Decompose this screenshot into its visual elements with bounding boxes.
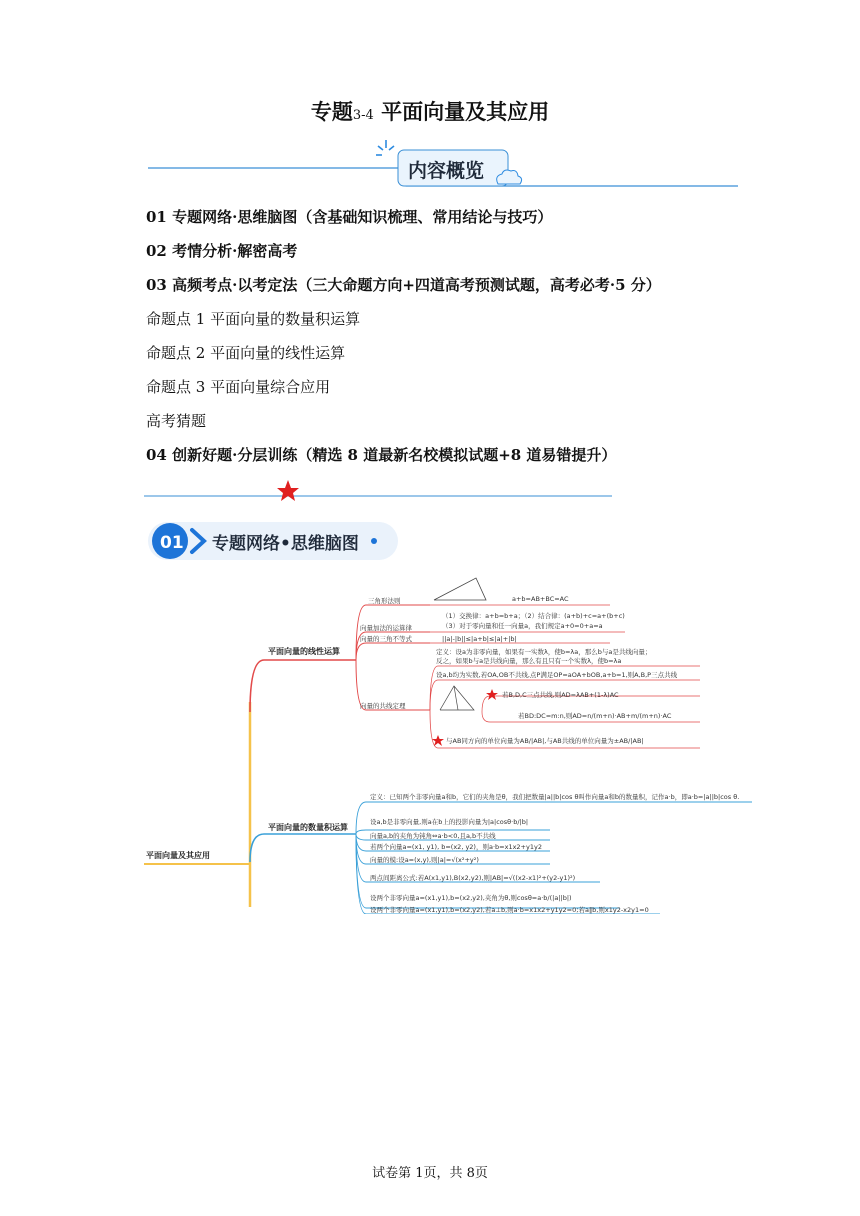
dot-obtuse: 向量a,b的夹角为钝角⇔a·b<0,且a,b不共线 (370, 832, 496, 840)
toc-item-01: 01 专题网络·思维脑图（含基础知识梳理、常用结论与技巧） (146, 208, 553, 226)
overview-header (140, 138, 740, 190)
triangle-formula: a+b=AB+BC=AC (512, 595, 569, 603)
node-addition-laws: 向量加法的运算律 (360, 624, 412, 632)
collinear-triangle-diagram (440, 686, 474, 710)
page-footer: 试卷第 1页，共 8页 (372, 1166, 488, 1181)
toc-item-topic-2: 命题点 2 平面向量的线性运算 (146, 344, 346, 362)
node-triangle-rule: 三角形法则 (368, 597, 401, 605)
overview-label: 内容概览 (408, 160, 485, 182)
laws-line-2: （3）对于零向量和任一向量a，我们规定a+0=0+a=a (442, 622, 603, 630)
toc-item-02: 02 考情分析·解密高考 (146, 242, 298, 260)
toc-item-03: 03 高频考点·以考定法（三大命题方向+四道高考预测试题，高考必考·5 分） (146, 276, 661, 294)
section-badge (148, 518, 408, 564)
laws-line-1: （1）交换律：a+b=b+a；（2）结合律：(a+b)+c=a+(b+c) (442, 612, 625, 620)
branch-dot-product: 平面向量的数量积运算 (268, 823, 348, 832)
triangle-diagram (434, 578, 486, 600)
dot-angle: 设两个非零向量a=(x1,y1),b=(x2,y2),夹角为θ,则cosθ=a·b/(|a||b|) (370, 894, 572, 902)
inequality-formula: ||a|-|b||≤|a+b|≤|a|+|b| (442, 635, 517, 643)
branch-linear: 平面向量的线性运算 (268, 647, 340, 656)
node-triangle-inequality: 向量的三角不等式 (360, 635, 412, 643)
dot-magnitude: 向量的模:设a=(x,y),则|a|=√(x²+y²) (370, 856, 479, 864)
star-icon (486, 689, 498, 700)
toc-item-04: 04 创新好题·分层训练（精选 8 道最新名校模拟试题+8 道易错提升） (146, 446, 617, 464)
star-icon (277, 480, 299, 501)
collinear-three-points: 设a,b均为实数,若OA,OB不共线,点P满足OP=aOA+bOB,a+b=1,则A,B,P三点共线 (436, 671, 678, 679)
section-label: 专题网络•思维脑图 (212, 534, 359, 554)
dot-perp-parallel: 设两个非零向量a=(x1,y1),b=(x2,y2),若a⊥b,则a·b=x1x2+y1y2=0;若a∥b,则x1y2-x2y1=0 (370, 906, 649, 914)
section-number: 01 (160, 533, 184, 553)
dot-distance: 两点间距离公式:若A(x1,y1),B(x2,y2),则|AB|=√((x2-x1)²+(y2-y1)²) (370, 874, 576, 882)
star-note-1: 若B,D,C三点共线,则AD=λAB+(1-λ)AC (502, 691, 619, 699)
ratio-note: 若BD:DC=m:n,则AD=n/(m+n)·AB+m/(m+n)·AC (518, 712, 672, 720)
sparkle-icon (376, 140, 394, 155)
collinear-def-2: 反之，如果b与a是共线向量，那么有且只有一个实数λ，使b=λa (436, 657, 622, 665)
toc-item-guess: 高考猜题 (146, 412, 207, 430)
node-collinear-theorem: 向量的共线定理 (360, 702, 406, 710)
mind-map (140, 572, 760, 914)
toc-item-topic-1: 命题点 1 平面向量的数量积运算 (146, 310, 361, 328)
toc-item-topic-3: 命题点 3 平面向量综合应用 (146, 378, 331, 396)
divider (140, 478, 620, 502)
star-note-2: 与AB同方向的单位向量为AB/|AB|,与AB共线的单位向量为±AB/|AB| (446, 737, 644, 745)
dot-projection: 设a,b是非零向量,则a在b上的投影向量为|a|cosθ·b/|b| (370, 818, 529, 826)
dot-coordinate: 若两个向量a=(x1, y1), b=(x2, y2)，则a·b=x1x2+y1y2 (370, 843, 542, 851)
mindmap-root: 平面向量及其应用 (146, 851, 210, 860)
collinear-def-1: 定义：设a为非零向量，如果有一实数λ，使b=λa，那么b与a是共线向量； (436, 648, 652, 656)
page-title: 专题3-4 平面向量及其应用 (310, 99, 550, 124)
dot-def: 定义：已知两个非零向量a和b，它们的夹角是θ，我们把数量|a||b|cos θ叫作向量a和b的数量积，记作a·b，即a·b=|a||b|cos θ. (370, 793, 740, 801)
